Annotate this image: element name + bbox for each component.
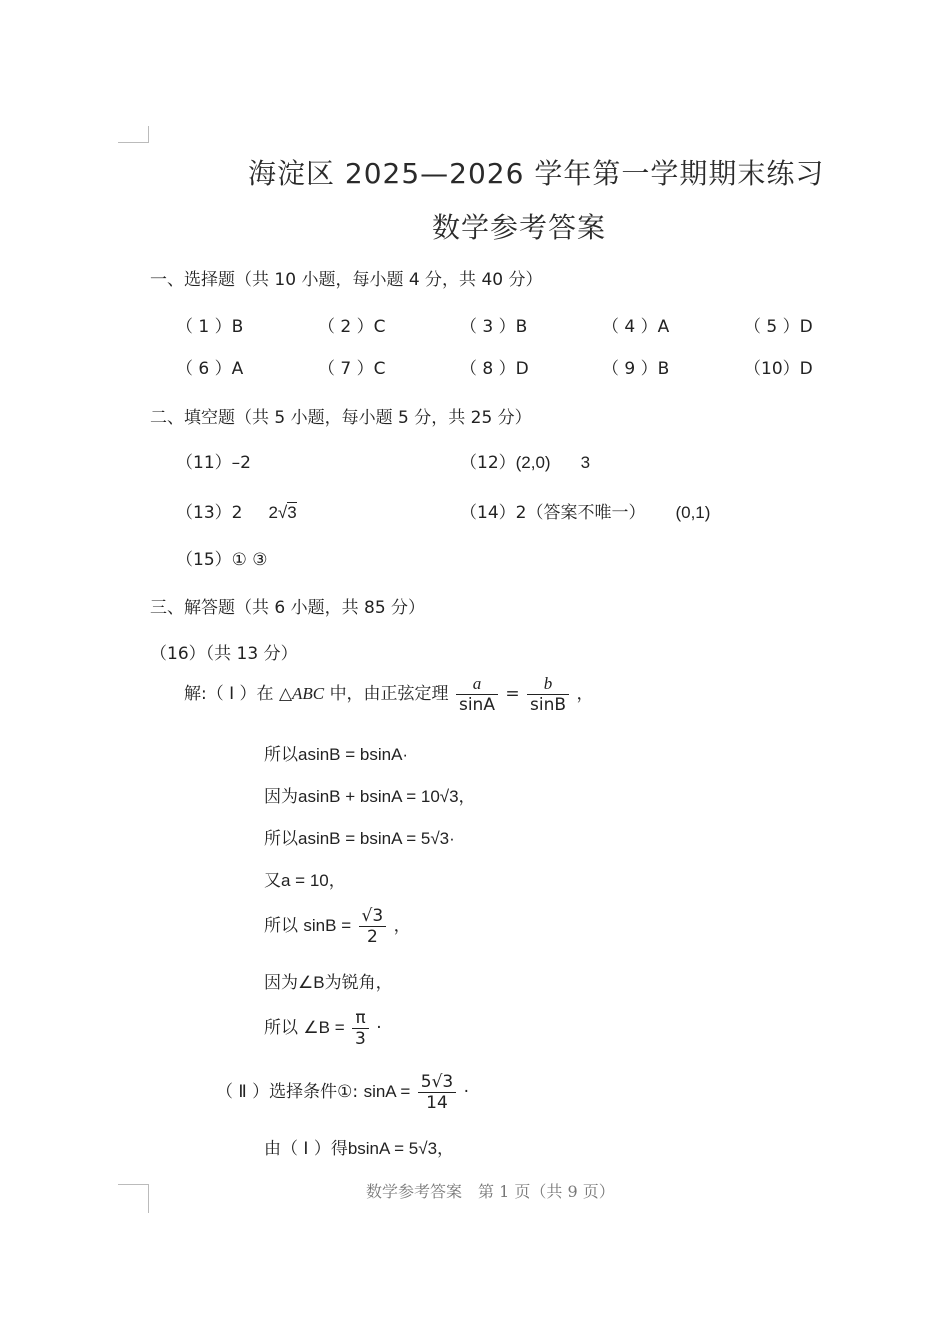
answer-4: （ 4 ）A — [602, 317, 670, 337]
answer-12-value-2: 3 — [580, 453, 591, 472]
answer-2: （ 2 ）C — [318, 317, 386, 337]
answer-13-coef: 2 — [268, 503, 278, 522]
solution-intro-text-2: 中，由正弦定理 — [329, 684, 449, 704]
answer-14-value-2: (0,1) — [675, 503, 711, 522]
answer-1: （ 1 ）B — [176, 317, 244, 337]
fraction-numerator: π — [352, 1008, 369, 1029]
answer-8: （ 8 ）D — [460, 359, 529, 379]
section1-heading: 一、选择题（共 10 小题，每小题 4 分，共 40 分） — [150, 270, 543, 290]
answer-9: （ 9 ）B — [602, 359, 670, 379]
triangle-abc: △ABC — [278, 684, 325, 703]
solution-line-7 — [264, 1004, 382, 1052]
answer-3: （ 3 ）B — [460, 317, 528, 337]
answer-11: （11）–2 — [176, 453, 251, 473]
answer-12-value-1: (2,0) — [515, 453, 551, 472]
solution-line-1 — [264, 740, 408, 765]
sqrt-symbol: √ — [277, 503, 288, 522]
answer-6: （ 6 ）A — [176, 359, 244, 379]
equation: asinB + bsinA = 10√3， — [298, 787, 476, 806]
period: · — [376, 1018, 382, 1038]
fraction-numerator: √3 — [359, 906, 387, 927]
fraction-numerator: b — [527, 674, 569, 695]
line-prefix: 由（ Ⅰ ）得 — [264, 1139, 348, 1159]
line-prefix: 因为 — [264, 787, 298, 807]
page-subtitle: 数学参考答案 — [432, 211, 607, 244]
line-prefix: 因为 — [264, 973, 298, 993]
equation: asinB = bsinA· — [298, 745, 409, 764]
part-2-condition — [216, 1068, 469, 1116]
fraction-denominator: 3 — [355, 1028, 366, 1049]
answer-14 — [460, 498, 710, 523]
corner-mark-top — [118, 126, 149, 143]
fraction-pi-over-3 — [352, 1008, 369, 1049]
angle-b: ∠B — [298, 973, 325, 992]
equation: a = 10， — [281, 871, 346, 890]
equation: asinB = bsinA = 5√3· — [298, 829, 455, 848]
fraction-denominator: sinB — [530, 694, 567, 715]
fraction-denominator: 2 — [366, 926, 378, 947]
fraction-numerator: 5√3 — [418, 1072, 456, 1093]
line-prefix: （ Ⅱ ）选择条件①: — [216, 1082, 359, 1102]
fraction-denominator: sinA — [458, 694, 495, 715]
solution-line-4 — [264, 866, 346, 891]
fraction-numerator: a — [456, 674, 498, 695]
answer-13-label: （13）2 — [176, 503, 243, 523]
answer-7: （ 7 ）C — [318, 359, 386, 379]
line-prefix: 所以 — [264, 829, 298, 849]
line-prefix: 所以 — [264, 1018, 298, 1038]
comma: ， — [576, 684, 594, 704]
equation-lhs: ∠B = — [303, 1018, 345, 1037]
line-prefix: 所以 — [264, 745, 298, 765]
fraction-root3-over-2 — [359, 906, 387, 947]
fraction-denominator: 14 — [426, 1092, 448, 1113]
equation: bsinA = 5√3， — [347, 1139, 455, 1158]
question-16-heading: （16）（共 13 分） — [150, 644, 298, 664]
page-title: 海淀区 2025—2026 学年第一学期期末练习 — [248, 157, 825, 190]
solution-line-5 — [264, 902, 411, 950]
section3-heading: 三、解答题（共 6 小题，共 85 分） — [150, 598, 426, 618]
answer-12-label: （12） — [460, 453, 516, 473]
solution-intro — [184, 670, 593, 718]
answer-12 — [460, 448, 590, 473]
fraction-5root3-over-14 — [418, 1072, 456, 1113]
equation-lhs: sinB = — [303, 916, 352, 935]
answer-15: （15）① ③ — [176, 550, 268, 570]
answer-10: （10）D — [744, 359, 813, 379]
section2-heading: 二、填空题（共 5 小题，每小题 5 分，共 25 分） — [150, 408, 532, 428]
solution-line-2 — [264, 782, 476, 807]
page-footer: 数学参考答案 第 1 页（共 9 页） — [366, 1182, 615, 1201]
solution-line-6 — [264, 968, 393, 993]
fraction-a-over-sina — [456, 674, 498, 715]
fraction-b-over-sinb — [527, 674, 569, 715]
answer-13-radicand: 3 — [287, 503, 297, 522]
equals-sign: = — [505, 684, 520, 704]
solution-last-line — [264, 1134, 454, 1159]
corner-mark-bottom — [118, 1184, 149, 1213]
line-tail: 为锐角， — [324, 973, 393, 993]
answer-14-label: （14）2（答案不唯一） — [460, 503, 646, 523]
equation-lhs: sinA = — [363, 1082, 411, 1101]
line-prefix: 所以 — [264, 916, 298, 936]
answer-13 — [176, 498, 297, 523]
line-prefix: 又 — [264, 871, 281, 891]
comma: ， — [393, 916, 411, 936]
answer-5: （ 5 ）D — [744, 317, 813, 337]
period: · — [463, 1082, 470, 1102]
solution-intro-text: 解:（ Ⅰ ）在 — [184, 684, 274, 704]
solution-line-3 — [264, 824, 455, 849]
